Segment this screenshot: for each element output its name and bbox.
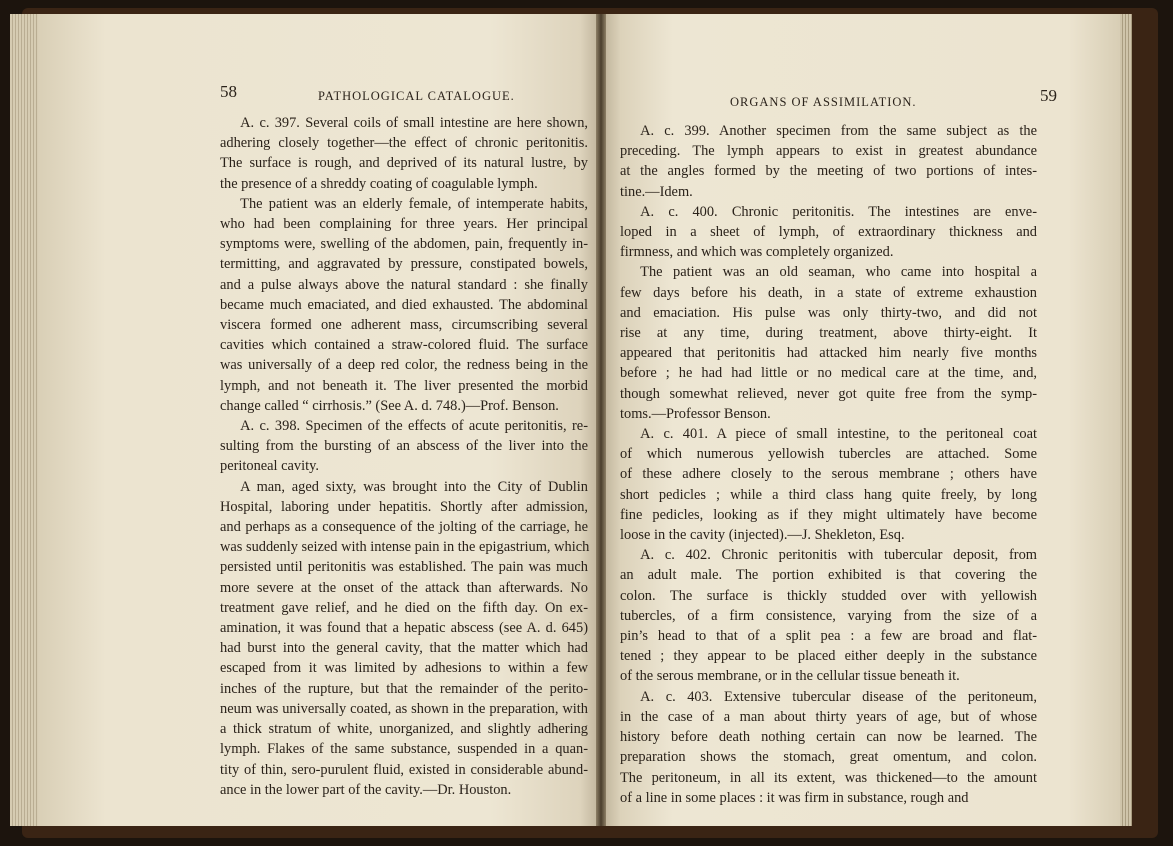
text-line: amination, it was found that a hepatic abscess (see A. d. 645) xyxy=(220,620,588,637)
text-line: had burst into the general cavity, that the matter which had xyxy=(220,640,588,657)
text-line: preceding. The lymph appears to exist in greatest abundance xyxy=(620,143,1037,160)
paragraph xyxy=(620,424,1037,545)
text-line: viscera formed one adherent mass, circumscribing several xyxy=(220,317,588,334)
text-line: though somewhat relieved, never got quite free from the symp- xyxy=(620,385,1037,402)
text-line: of these adhere closely to the serous membrane ; others have xyxy=(620,466,1037,483)
text-line: firmness, and which was completely organized. xyxy=(620,244,894,261)
text-line: at the angles formed by the meeting of two portions of intes- xyxy=(620,163,1037,180)
page-edges-left xyxy=(10,14,38,826)
text-line: symptoms were, swelling of the abdomen, pain, frequently in- xyxy=(220,236,588,253)
text-line: tened ; they appear to be placed either deeply in the substance xyxy=(620,648,1037,665)
text-line: A. c. 402. Chronic peritonitis with tubercular deposit, from xyxy=(640,547,1037,564)
running-head-left: PATHOLOGICAL CATALOGUE. xyxy=(318,89,515,103)
text-line: became much emaciated, and died exhausted. The abdominal xyxy=(220,296,588,313)
text-line: of which numerous yellowish tubercles are attached. Some xyxy=(620,446,1037,463)
page-number-left: 58 xyxy=(220,82,237,101)
text-line: in the case of a man about thirty years of age, but of whose xyxy=(620,708,1037,725)
text-line: tubercles, of a firm consistence, varying from the size of a xyxy=(620,607,1037,624)
text-line: escaped from it was limited by adhesions to within a few xyxy=(220,660,588,677)
paragraph xyxy=(620,545,1037,686)
text-line: tity of thin, sero-purulent fluid, existed in considerable abund- xyxy=(220,761,588,778)
text-line: cavities which contained a straw-colored fluid. The surface xyxy=(220,337,588,354)
running-head-right: ORGANS OF ASSIMILATION. xyxy=(730,95,917,109)
text-line: the presence of a shreddy coating of coagulable lymph. xyxy=(220,175,538,192)
paragraph xyxy=(620,687,1037,808)
text-line: A. c. 397. Several coils of small intestine are here shown, xyxy=(240,115,588,131)
text-line: treatment gave relief, and he died on the fifth day. On ex- xyxy=(220,599,588,616)
text-line: appeared that peritonitis had attacked him nearly five months xyxy=(620,345,1037,362)
text-line: The peritoneum, in all its extent, was thickened—to the amount xyxy=(620,769,1037,786)
text-line: who had been complaining for three years. Her principal xyxy=(220,216,588,233)
text-line: few days before his death, in a state of extreme exhaustion xyxy=(620,284,1037,301)
text-line: rise at any time, during treatment, above thirty-eight. It xyxy=(620,325,1037,342)
text-line: ance in the lower part of the cavity.—Dr. Houston. xyxy=(220,781,512,798)
text-line: A man, aged sixty, was brought into the City of Dublin xyxy=(240,478,588,495)
text-line: inches of the rupture, but that the remainder of the perito- xyxy=(220,680,588,697)
text-line: and perhaps as a consequence of the jolting of the carriage, he xyxy=(220,519,588,536)
text-line: a thick stratum of white, unorganized, and slightly adhering xyxy=(220,721,588,738)
text-line: peritoneal cavity. xyxy=(220,458,319,475)
text-line: The patient was an old seaman, who came into hospital a xyxy=(640,264,1037,281)
paragraph xyxy=(220,477,588,800)
text-line: and a pulse always above the natural standard : she finally xyxy=(220,276,588,293)
text-line: was suddenly seized with intense pain in the epigastrium, which xyxy=(220,539,590,556)
paragraph xyxy=(220,194,588,416)
text-line: was universally of a deep red color, the redness being in the xyxy=(220,357,588,374)
text-line: loped in a sheet of lymph, of extraordinary thickness and xyxy=(620,224,1037,241)
text-line: short pedicles ; while a third class hang quite freely, by long xyxy=(620,486,1037,503)
text-line: of a line in some places : it was firm in substance, rough and xyxy=(620,789,969,806)
text-line: and emaciation. His pulse was only thirty-two, and did not xyxy=(620,304,1037,321)
text-line: Hospital, laboring under hepatitis. Shortly after admission, xyxy=(220,498,588,515)
paragraph xyxy=(620,262,1037,424)
text-line: lymph. Flakes of the same substance, suspended in a quan- xyxy=(220,741,588,758)
paragraph xyxy=(220,416,588,477)
text-line: termitting, and aggravated by pressure, constipated bowels, xyxy=(220,256,588,273)
text-line: adhering closely together—the effect of chronic peritonitis. xyxy=(220,135,588,152)
text-line: A. c. 401. A piece of small intestine, to the peritoneal coat xyxy=(640,426,1037,443)
text-line: persisted until peritonitis was established. The pain was much xyxy=(220,559,588,576)
text-line: pin’s head to that of a split pea : a few are broad and flat- xyxy=(620,628,1037,645)
page-number-right: 59 xyxy=(1040,86,1057,105)
paragraph xyxy=(220,113,588,194)
text-line: of the serous membrane, or in the cellular tissue beneath it. xyxy=(620,668,960,685)
left-page-body xyxy=(220,113,588,800)
text-line: change called “ cirrhosis.” (See A. d. 748.)—Prof. Benson. xyxy=(220,397,559,414)
text-line: sulting from the bursting of an abscess of the liver into the xyxy=(220,438,588,455)
text-line: an adult male. The portion exhibited is that covering the xyxy=(620,567,1037,584)
text-line: before ; he had had little or no medical care at the time, and, xyxy=(620,365,1037,382)
text-line: toms.—Professor Benson. xyxy=(620,405,771,422)
text-line: lymph, and not beneath it. The liver presented the morbid xyxy=(220,377,588,394)
text-line: preparation shows the stomach, great omentum, and colon. xyxy=(620,749,1037,766)
text-line: tine.—Idem. xyxy=(620,183,693,200)
text-line: A. c. 399. Another specimen from the same subject as the xyxy=(640,123,1037,139)
text-line: more severe at the onset of the attack than afterwards. No xyxy=(220,579,588,596)
text-line: A. c. 398. Specimen of the effects of acute peritonitis, re- xyxy=(240,418,588,435)
paragraph xyxy=(620,121,1037,202)
right-page-body xyxy=(620,121,1037,808)
text-line: A. c. 400. Chronic peritonitis. The intestines are enve- xyxy=(640,203,1037,220)
page-edges-right xyxy=(1120,14,1132,826)
text-line: The surface is rough, and deprived of its natural lustre, by xyxy=(220,155,588,172)
text-line: neum was universally coated, as shown in the preparation, with xyxy=(220,700,588,717)
paragraph xyxy=(620,202,1037,263)
text-line: fine pedicles, looking as if they might ultimately have become xyxy=(620,506,1037,523)
text-line: loose in the cavity (injected).—J. Shekleton, Esq. xyxy=(620,527,905,544)
book-gutter xyxy=(596,14,606,826)
text-line: colon. The surface is thickly studded over with yellowish xyxy=(620,587,1037,604)
text-line: history before death nothing certain can now be learned. The xyxy=(620,729,1037,746)
text-line: A. c. 403. Extensive tubercular disease of the peritoneum, xyxy=(640,688,1037,705)
text-line: The patient was an elderly female, of intemperate habits, xyxy=(240,195,588,212)
